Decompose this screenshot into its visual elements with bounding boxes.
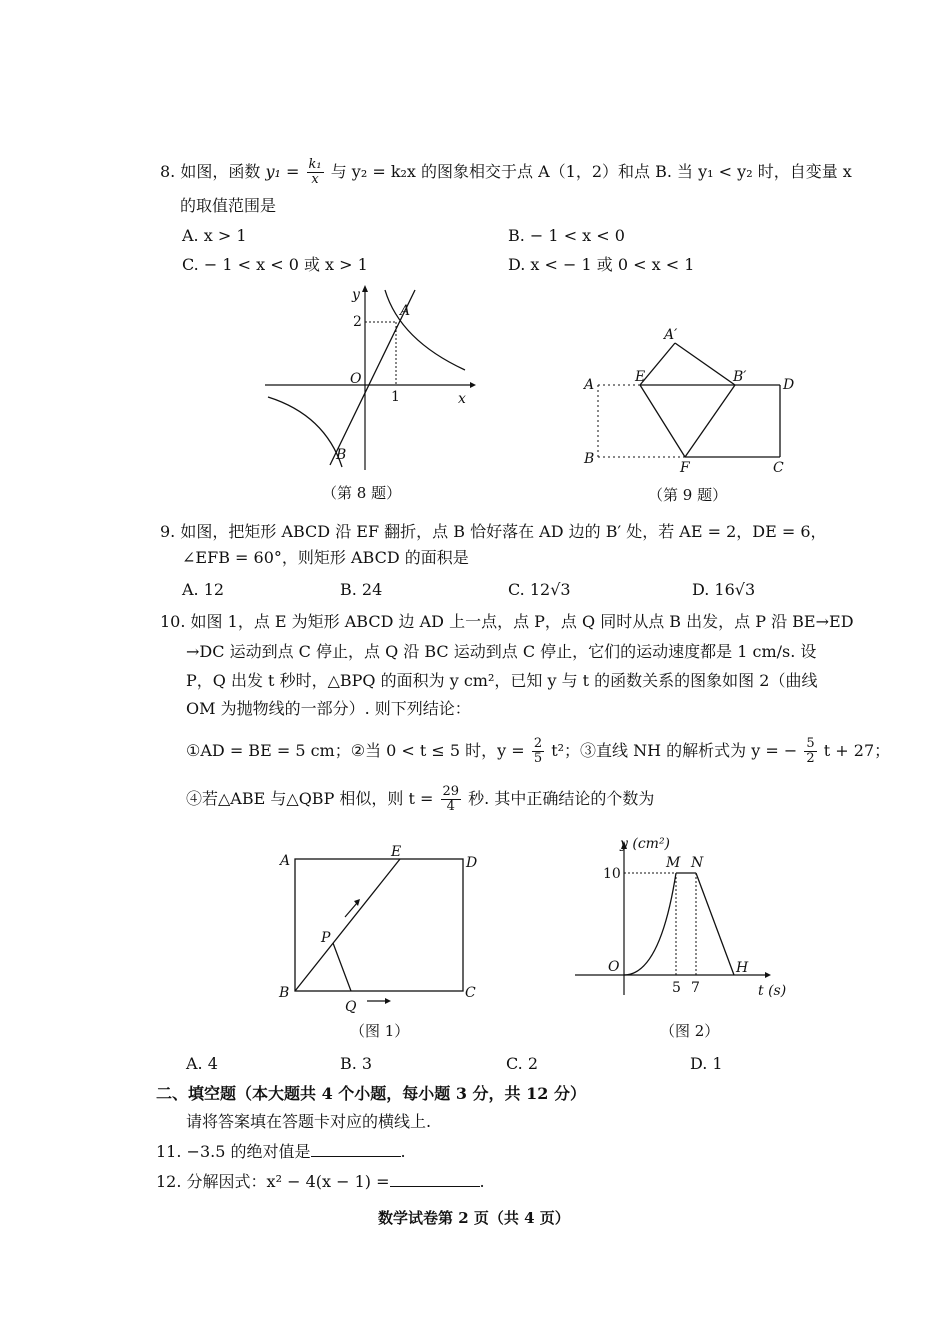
q10-frac-29-4-den: 4 — [446, 799, 455, 814]
q10-conclusions-2 — [186, 782, 654, 816]
q8-y1: y₁ = — [265, 162, 300, 181]
section2-title: 二、填空题（本大题共 4 个小题，每小题 3 分，共 12 分） — [156, 1084, 586, 1103]
q10-label-m: M — [666, 855, 681, 871]
q8-hyperbola-lower — [268, 397, 342, 467]
q10-fig2-caption: （图 2） — [660, 1022, 720, 1040]
q10-frac-2-5-den: 5 — [533, 751, 543, 766]
q8-number: 8. — [160, 162, 176, 181]
q9-line2: ∠EFB = 60°，则矩形 ABCD 的面积是 — [182, 548, 469, 567]
q10-frac-2-5-num: 2 — [533, 736, 543, 751]
q10-tick-5: 5 — [672, 980, 681, 996]
q10-label-b: B — [279, 985, 290, 1001]
q10-y-label: y (cm²) — [620, 836, 671, 852]
q10-conclusions-1 — [186, 734, 890, 768]
q9-line1-text: 如图，把矩形 ABCD 沿 EF 翻折，点 B 恰好落在 AD 边的 B′ 处，若 AE = 2，DE = 6， — [180, 522, 827, 541]
q9-option-c: C. 12√3 — [508, 580, 571, 599]
q8-hyperbola-upper — [385, 290, 465, 370]
q10-label-h: H — [736, 960, 749, 976]
q10-pq — [333, 943, 351, 991]
q9-a-prime-b-prime — [675, 343, 735, 385]
q9-caption: （第 9 题） — [648, 486, 728, 504]
q12 — [156, 1172, 485, 1192]
q10-tick-7: 7 — [691, 980, 700, 996]
q10-label-p: P — [321, 930, 331, 946]
section2-instruction: 请将答案填在答题卡对应的横线上. — [186, 1112, 432, 1131]
q10-t-label: t (s) — [758, 983, 787, 999]
q8-frac-num: k₁ — [308, 157, 322, 172]
q9-label-b: B — [584, 451, 595, 467]
q10-label-a: A — [280, 853, 291, 869]
q10-frac-5-2-den: 2 — [806, 751, 815, 766]
q8-option-d: D. x < − 1 或 0 < x < 1 — [508, 255, 695, 274]
q11 — [156, 1142, 406, 1162]
q10-frac-5-2 — [804, 737, 816, 766]
q9-label-a-prime: A′ — [664, 327, 678, 343]
q10-c2b: 秒. 其中正确结论的个数为 — [468, 789, 655, 808]
q8-caption: （第 8 题） — [322, 484, 402, 502]
q9-option-b: B. 24 — [340, 580, 383, 599]
q10-label-o: O — [608, 959, 620, 975]
q10-option-d: D. 1 — [690, 1054, 723, 1073]
q8-y-arrow — [362, 285, 368, 292]
q9-ef — [640, 385, 685, 457]
q12-end: . — [479, 1172, 485, 1191]
q8-stem-b: 与 y₂ = k₂x 的图象相交于点 A（1，2）和点 B. 当 y₁ < y₂ 时，自变量 x — [330, 162, 852, 181]
q10-tick-10: 10 — [603, 866, 621, 882]
q9-label-f: F — [680, 460, 690, 476]
q9-label-e: E — [635, 369, 646, 385]
q8-x-arrow — [470, 382, 476, 388]
q10-label-q: Q — [345, 999, 357, 1015]
q10-figure2 — [570, 835, 800, 1005]
q9-label-a: A — [584, 377, 595, 393]
q8-y-label: y — [352, 287, 360, 303]
q8-point-a: A — [400, 303, 411, 319]
q10-number: 10. — [160, 612, 186, 631]
q10-frac-2-5 — [532, 737, 544, 766]
q10-be — [295, 859, 400, 991]
q10-c1b: t²；③直线 NH 的解析式为 y = − — [551, 741, 798, 760]
q10-frac-29-4-num: 29 — [442, 784, 460, 799]
q10-option-a: A. 4 — [186, 1054, 218, 1073]
page-footer: 数学试卷第 2 页（共 4 页） — [378, 1209, 570, 1227]
q10-c1c: t + 27； — [823, 741, 891, 760]
q11-answer-blank[interactable] — [311, 1142, 401, 1157]
q10-segment-nh — [696, 873, 734, 975]
q10-frac-29-4 — [441, 785, 462, 814]
q8-stem-c: 的取值范围是 — [180, 196, 277, 215]
q10-t-arrow — [765, 972, 771, 978]
q10-rect-abcd — [295, 859, 463, 991]
q8-graph — [260, 285, 480, 475]
q9-figure — [580, 325, 810, 475]
q8-x-label: x — [458, 391, 466, 407]
q12-text: 分解因式：x² − 4(x − 1) = — [186, 1172, 390, 1191]
q9-label-b-prime: B′ — [733, 369, 747, 385]
q8-tick-2: 2 — [353, 314, 362, 330]
q8-origin: O — [350, 371, 362, 387]
q10-curve-om — [624, 873, 676, 975]
q9-ea-prime — [640, 343, 675, 385]
q9-fb-prime — [685, 385, 735, 457]
q8-point-b: B — [336, 447, 347, 463]
q8-tick-1: 1 — [391, 389, 400, 405]
q8-fraction — [307, 158, 324, 187]
q11-text: −3.5 的绝对值是 — [186, 1142, 311, 1161]
q10-label-e: E — [391, 844, 402, 860]
q10-option-b: B. 3 — [340, 1054, 373, 1073]
q10-line3: P，Q 出发 t 秒时，△BPQ 的面积为 y cm²，已知 y 与 t 的函数关系的图象如图 2（曲线 — [186, 671, 818, 690]
q10-option-c: C. 2 — [506, 1054, 539, 1073]
q10-arrow-q-head — [385, 998, 391, 1004]
q9-number: 9. — [160, 522, 176, 541]
q10-line2: →DC 运动到点 C 停止，点 Q 沿 BC 运动到点 C 停止，它们的运动速度都是 1 cm/s. 设 — [186, 642, 817, 661]
q10-label-c: C — [465, 985, 476, 1001]
q8-frac-den: x — [311, 172, 319, 187]
q10-line1-text: 如图 1，点 E 为矩形 ABCD 边 AD 上一点，点 P，点 Q 同时从点 B 出发，点 P 沿 BE→ED — [190, 612, 854, 631]
q8-option-c: C. − 1 < x < 0 或 x > 1 — [182, 255, 368, 274]
q11-number: 11. — [156, 1142, 182, 1161]
q9-option-a: A. 12 — [182, 580, 225, 599]
q10-c1a: ①AD = BE = 5 cm；②当 0 < t ≤ 5 时，y = — [186, 741, 525, 760]
q10-figure1 — [275, 845, 490, 1020]
q9-label-d: D — [783, 377, 795, 393]
q8-option-a: A. x > 1 — [182, 226, 247, 245]
q8-stem-a: 如图，函数 — [180, 162, 261, 181]
q12-answer-blank[interactable] — [390, 1172, 480, 1187]
q10-label-d: D — [466, 855, 478, 871]
q10-frac-5-2-num: 5 — [806, 736, 815, 751]
q10-fig1-caption: （图 1） — [350, 1022, 410, 1040]
q8-stem — [160, 158, 852, 187]
q10-c2a: ④若△ABE 与△QBP 相似，则 t = — [186, 789, 434, 808]
q9-label-c: C — [773, 460, 784, 476]
q10-label-n: N — [691, 855, 704, 871]
q10-line4: OM 为抛物线的一部分）. 则下列结论： — [186, 699, 471, 718]
q10-line1 — [160, 612, 854, 632]
q11-end: . — [400, 1142, 406, 1161]
q9-option-d: D. 16√3 — [692, 580, 756, 599]
q9-line1 — [160, 522, 827, 542]
q8-option-b: B. − 1 < x < 0 — [508, 226, 625, 245]
q12-number: 12. — [156, 1172, 182, 1191]
